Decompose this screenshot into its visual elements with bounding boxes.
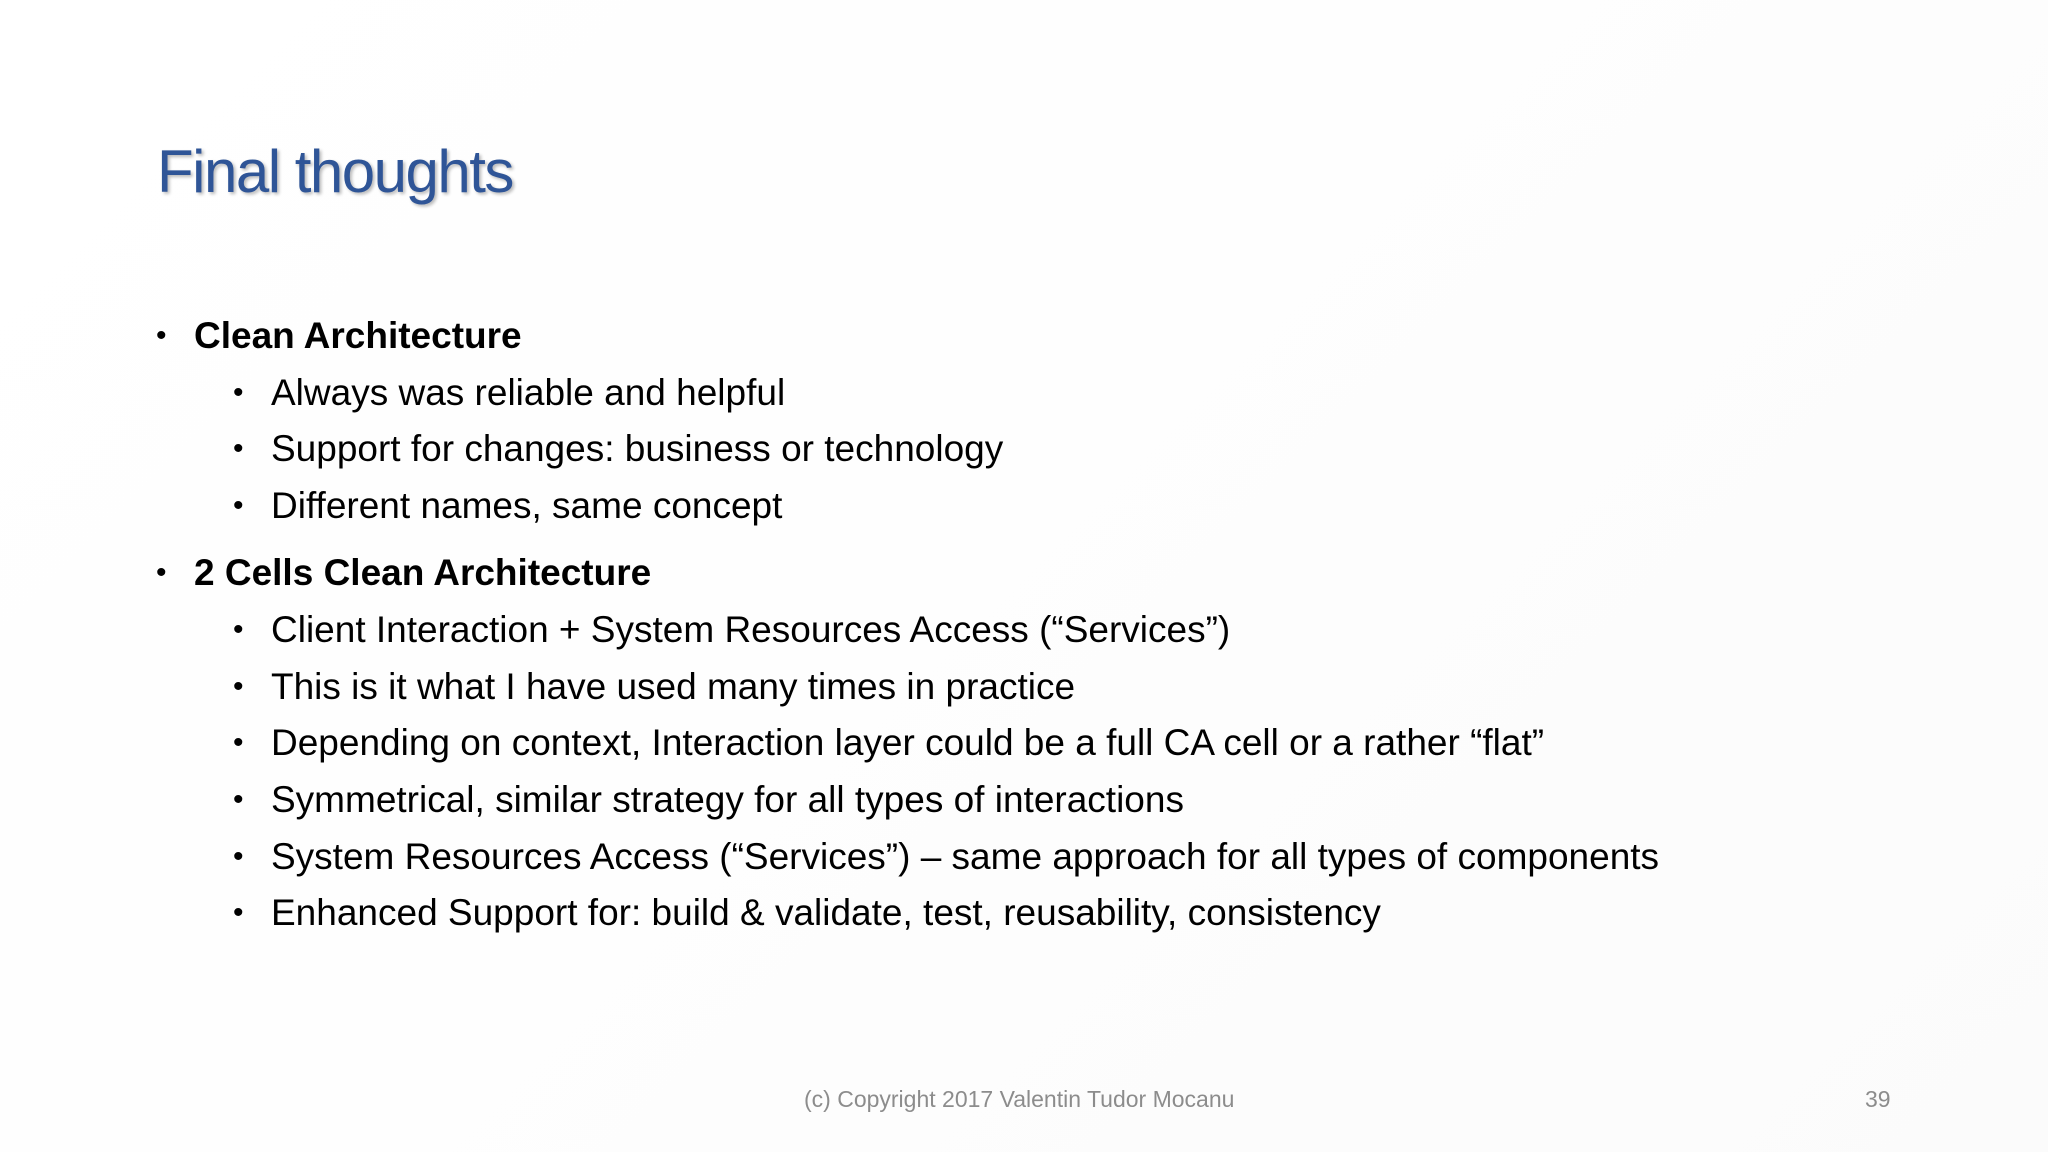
bullet-text: Always was reliable and helpful <box>271 372 786 413</box>
bullet-2-cells-clean-architecture <box>156 548 652 598</box>
sub-bullet <box>233 888 1381 938</box>
sub-bullet <box>233 424 1004 474</box>
sub-bullet <box>233 605 1231 655</box>
bullet-text: Depending on context, Interaction layer could be a full CA cell or a rather “flat” <box>271 722 1545 763</box>
bullet-dot: • <box>233 376 244 409</box>
bullet-dot: • <box>233 432 244 465</box>
slide-title: Final thoughts <box>157 138 513 205</box>
bullet-dot: • <box>233 670 244 703</box>
bullet-dot: • <box>233 613 244 646</box>
bullet-dot: • <box>233 783 244 816</box>
bullet-text: Enhanced Support for: build & validate, test, reusability, consistency <box>271 892 1381 933</box>
bullet-dot: • <box>156 556 167 589</box>
bullet-dot: • <box>233 489 244 522</box>
bullet-text: Symmetrical, similar strategy for all types of interactions <box>271 779 1184 820</box>
bullet-text: Different names, same concept <box>271 485 783 526</box>
bullet-clean-architecture <box>156 311 522 361</box>
bullet-text: Client Interaction + System Resources Access (“Services”) <box>271 609 1231 650</box>
bullet-text: Clean Architecture <box>194 315 522 356</box>
bullet-dot: • <box>156 319 167 352</box>
sub-bullet <box>233 718 1545 768</box>
bullet-dot: • <box>233 896 244 929</box>
sub-bullet <box>233 832 1660 882</box>
footer-copyright: (c) Copyright 2017 Valentin Tudor Mocanu <box>804 1086 1235 1112</box>
bullet-text: This is it what I have used many times in practice <box>271 666 1076 707</box>
sub-bullet <box>233 481 783 531</box>
sub-bullet <box>233 368 786 418</box>
bullet-dot: • <box>233 840 244 873</box>
sub-bullet <box>233 775 1184 825</box>
bullet-dot: • <box>233 726 244 759</box>
bullet-text: 2 Cells Clean Architecture <box>194 552 652 593</box>
page-number: 39 <box>1865 1086 1891 1112</box>
bullet-text: System Resources Access (“Services”) – same approach for all types of components <box>271 836 1660 877</box>
bullet-text: Support for changes: business or technology <box>271 428 1004 469</box>
sub-bullet <box>233 662 1076 712</box>
